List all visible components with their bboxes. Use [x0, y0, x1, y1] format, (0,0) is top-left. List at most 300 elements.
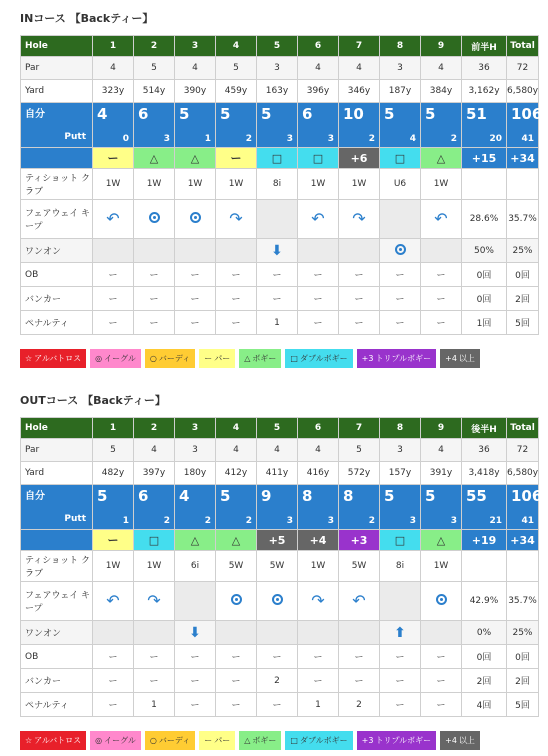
- fairway-keep-cell: [421, 582, 462, 621]
- result-badge: □: [298, 148, 339, 169]
- penalty-cell: ー: [175, 693, 216, 717]
- ob-cell: ー: [339, 645, 380, 669]
- one-on-cell: [421, 621, 462, 645]
- tee-club-cell: 5W: [339, 551, 380, 582]
- tee-club-cell: 1W: [421, 551, 462, 582]
- stroke-count: 5: [384, 105, 395, 123]
- yard-cell: 346y: [339, 80, 380, 103]
- hole-score-cell: [257, 485, 298, 530]
- bunker-cell: ー: [93, 669, 134, 693]
- result-badge: △: [175, 530, 216, 551]
- one-on-cell: [298, 621, 339, 645]
- legend-eag: [90, 349, 141, 368]
- legend-label: 以上: [458, 354, 475, 363]
- putt-count: 3: [327, 134, 334, 144]
- result-sum: +19: [462, 530, 507, 551]
- penalty-label: ペナルティ: [21, 311, 93, 335]
- one-on-cell: [421, 239, 462, 263]
- bunker-cell: ー: [93, 287, 134, 311]
- result-row: [21, 530, 539, 551]
- yard-cell: 396y: [298, 80, 339, 103]
- legend-label: パー: [214, 736, 231, 745]
- par-cell: 5: [93, 439, 134, 462]
- legend-symbol: △: [244, 354, 251, 363]
- bunker-cell: ー: [175, 669, 216, 693]
- putt-count: 1: [122, 516, 129, 526]
- one-on-total: 25%: [507, 621, 539, 645]
- ob-cell: ー: [93, 645, 134, 669]
- tee-club-label: ティショット クラブ: [21, 169, 93, 200]
- result-row: [21, 148, 539, 169]
- arrow-down-icon: ⬇: [271, 242, 283, 259]
- tee-club-label: ティショット クラブ: [21, 551, 93, 582]
- legend-dbl: [285, 731, 352, 750]
- curve-right-arrow-icon: ↷: [311, 591, 325, 610]
- tee-club-cell: 5W: [216, 551, 257, 582]
- ob-sum: 0回: [462, 263, 507, 287]
- hole-number: 8: [380, 36, 421, 57]
- fairway-keep-cell: [134, 582, 175, 621]
- in-course-title: INコース 【Backティー】: [20, 12, 154, 25]
- legend-label: バーディ: [158, 354, 191, 363]
- yard-label: Yard: [21, 462, 93, 485]
- result-badge: ー: [93, 530, 134, 551]
- result-badge: □: [134, 530, 175, 551]
- legend-alb: [20, 349, 86, 368]
- result-sum: +15: [462, 148, 507, 169]
- stroke-count: 5: [220, 487, 231, 505]
- tee-club-cell: 1W: [93, 169, 134, 200]
- hole-score-cell: [421, 103, 462, 148]
- par-total: 72: [507, 439, 539, 462]
- tee-club-cell: 1W: [93, 551, 134, 582]
- hole-number: 7: [339, 418, 380, 439]
- penalty-cell: ー: [134, 311, 175, 335]
- bunker-label: バンカー: [21, 669, 93, 693]
- hole-score-cell: [175, 103, 216, 148]
- curve-left-arrow-icon: ↶: [434, 209, 448, 228]
- one-on-cell: [339, 239, 380, 263]
- stroke-total: 106: [511, 487, 543, 505]
- total-label: Total: [507, 418, 539, 439]
- hole-number: 3: [175, 36, 216, 57]
- legend-label: ボギー: [252, 354, 277, 363]
- fairway-keep-sum: 42.9%: [462, 582, 507, 621]
- stroke-count: 5: [384, 487, 395, 505]
- hole-number: 9: [421, 36, 462, 57]
- hole-number: 5: [257, 418, 298, 439]
- par-cell: 4: [421, 439, 462, 462]
- bunker-cell: ー: [216, 287, 257, 311]
- one-on-cell: [380, 239, 421, 263]
- legend-symbol: ☆: [25, 736, 33, 745]
- bunker-cell: ー: [134, 287, 175, 311]
- tee-club-cell: 1W: [134, 169, 175, 200]
- legend-bog: [239, 349, 281, 368]
- ob-cell: ー: [134, 263, 175, 287]
- putt-count: 0: [122, 134, 129, 144]
- stroke-count: 5: [425, 487, 436, 505]
- putt-count: 2: [245, 516, 252, 526]
- penalty-cell: 1: [134, 693, 175, 717]
- hole-score-cell: [93, 103, 134, 148]
- legend-symbol: +4: [445, 736, 457, 745]
- par-cell: 3: [380, 439, 421, 462]
- one-on-label: ワンオン: [21, 239, 93, 263]
- header-row: [21, 418, 539, 439]
- yard-cell: 412y: [216, 462, 257, 485]
- tee-club-cell: 5W: [257, 551, 298, 582]
- penalty-cell: 1: [298, 693, 339, 717]
- curve-left-arrow-icon: ↶: [106, 209, 120, 228]
- total-label: Total: [507, 36, 539, 57]
- result-badge: □: [257, 148, 298, 169]
- legend-label: トリプルボギー: [375, 736, 432, 745]
- bunker-row: [21, 669, 539, 693]
- par-cell: 4: [134, 439, 175, 462]
- stroke-count: 5: [97, 487, 108, 505]
- par-cell: 4: [216, 439, 257, 462]
- curve-left-arrow-icon: ↶: [106, 591, 120, 610]
- one-on-cell: [175, 621, 216, 645]
- legend-dbl: [285, 349, 352, 368]
- penalty-cell: ー: [216, 311, 257, 335]
- one-on-row: [21, 239, 539, 263]
- hole-score-cell: [216, 103, 257, 148]
- bunker-cell: 2: [257, 669, 298, 693]
- yard-cell: 163y: [257, 80, 298, 103]
- legend-symbol: +3: [361, 354, 374, 363]
- score-legend: [20, 349, 480, 368]
- penalty-cell: ー: [175, 311, 216, 335]
- legend-symbol: ☆: [25, 354, 33, 363]
- result-badge: △: [421, 530, 462, 551]
- legend-tri: [357, 349, 436, 368]
- yard-row: [21, 80, 539, 103]
- bunker-cell: ー: [216, 669, 257, 693]
- one-on-cell: [339, 621, 380, 645]
- ob-cell: ー: [134, 645, 175, 669]
- putt-label: Putt: [64, 132, 86, 142]
- putt-total: 41: [521, 516, 534, 526]
- hole-number: 4: [216, 36, 257, 57]
- putt-count: 2: [245, 134, 252, 144]
- legend-bir: [145, 731, 195, 750]
- ring-target-icon: [190, 212, 201, 223]
- ob-cell: ー: [380, 263, 421, 287]
- ob-cell: ー: [421, 645, 462, 669]
- ob-total: 0回: [507, 645, 539, 669]
- yard-cell: 157y: [380, 462, 421, 485]
- result-badge: +4: [298, 530, 339, 551]
- penalty-sum: 1回: [462, 311, 507, 335]
- ring-target-icon: [395, 244, 406, 255]
- putt-total: 41: [521, 134, 534, 144]
- bunker-sum: 0回: [462, 287, 507, 311]
- ob-total: 0回: [507, 263, 539, 287]
- fairway-keep-row: [21, 582, 539, 621]
- hole-number: 2: [134, 418, 175, 439]
- penalty-cell: ー: [421, 311, 462, 335]
- result-badge: □: [380, 148, 421, 169]
- result-total: +34: [507, 530, 539, 551]
- tee-club-cell: U6: [380, 169, 421, 200]
- one-on-cell: [216, 239, 257, 263]
- curve-right-arrow-icon: ↷: [352, 209, 366, 228]
- curve-left-arrow-icon: ↶: [352, 591, 366, 610]
- ob-row: [21, 645, 539, 669]
- ob-cell: ー: [175, 263, 216, 287]
- legend-label: アルバトロス: [34, 354, 82, 363]
- ob-label: OB: [21, 645, 93, 669]
- hole-score-cell: [298, 485, 339, 530]
- putt-sum: 20: [489, 134, 502, 144]
- fairway-keep-label: フェアウェイ キープ: [21, 200, 93, 239]
- fairway-keep-cell: [216, 582, 257, 621]
- legend-label: パー: [214, 354, 231, 363]
- one-on-cell: [257, 239, 298, 263]
- ob-cell: ー: [298, 263, 339, 287]
- one-on-cell: [298, 239, 339, 263]
- stroke-count: 5: [179, 105, 190, 123]
- legend-symbol: +4: [445, 354, 457, 363]
- legend-symbol: ー: [204, 736, 213, 745]
- par-sum: 36: [462, 439, 507, 462]
- arrow-up-icon: ⬆: [394, 624, 406, 641]
- tee-club-cell: 1W: [421, 169, 462, 200]
- penalty-total: 5回: [507, 693, 539, 717]
- hole-score-cell: [380, 485, 421, 530]
- hole-number: 1: [93, 36, 134, 57]
- one-on-sum: 0%: [462, 621, 507, 645]
- penalty-cell: ー: [421, 693, 462, 717]
- legend-bog: [239, 731, 281, 750]
- fairway-keep-total: 35.7%: [507, 582, 539, 621]
- putt-count: 3: [450, 516, 457, 526]
- self-label: 自分: [25, 491, 45, 502]
- yard-cell: 514y: [134, 80, 175, 103]
- par-total: 72: [507, 57, 539, 80]
- self-label-cell: [21, 485, 93, 530]
- one-on-row: [21, 621, 539, 645]
- yard-sum: 3,418y: [462, 462, 507, 485]
- ring-target-icon: [436, 594, 447, 605]
- par-cell: 4: [298, 57, 339, 80]
- bunker-cell: ー: [298, 287, 339, 311]
- header-row: [21, 36, 539, 57]
- half-sum-label: 後半H: [462, 418, 507, 439]
- par-cell: 4: [93, 57, 134, 80]
- penalty-total: 5回: [507, 311, 539, 335]
- legend-label: ボギー: [252, 736, 277, 745]
- score-sum-cell: [462, 103, 507, 148]
- hole-score-cell: [298, 103, 339, 148]
- ob-cell: ー: [216, 263, 257, 287]
- bunker-cell: ー: [339, 287, 380, 311]
- fairway-keep-total: 35.7%: [507, 200, 539, 239]
- fairway-keep-cell: [257, 582, 298, 621]
- legend-symbol: ○: [149, 736, 157, 745]
- hole-score-cell: [134, 103, 175, 148]
- result-badge: □: [380, 530, 421, 551]
- legend-symbol: □: [290, 354, 298, 363]
- tee-club-cell: 6i: [175, 551, 216, 582]
- ob-label: OB: [21, 263, 93, 287]
- stroke-count: 4: [179, 487, 190, 505]
- legend-label: アルバトロス: [34, 736, 82, 745]
- par-cell: 4: [257, 439, 298, 462]
- par-row: [21, 57, 539, 80]
- tee-club-cell: 1W: [298, 169, 339, 200]
- legend-symbol: ◎: [95, 354, 103, 363]
- ring-target-icon: [149, 212, 160, 223]
- result-badge: △: [134, 148, 175, 169]
- hole-score-cell: [339, 485, 380, 530]
- fairway-keep-cell: [216, 200, 257, 239]
- par-sum: 36: [462, 57, 507, 80]
- stroke-sum: 51: [466, 105, 487, 123]
- putt-sum: 21: [489, 516, 502, 526]
- hole-score-cell: [380, 103, 421, 148]
- penalty-cell: ー: [93, 311, 134, 335]
- legend-label: ダブルボギー: [299, 736, 348, 745]
- stroke-count: 6: [302, 105, 313, 123]
- score-legend: [20, 731, 480, 750]
- par-cell: 3: [380, 57, 421, 80]
- legend-symbol: □: [290, 736, 298, 745]
- fairway-keep-cell: [175, 582, 216, 621]
- legend-label: トリプルボギー: [375, 354, 432, 363]
- hole-score-cell: [175, 485, 216, 530]
- self-label-cell: [21, 103, 93, 148]
- score-total-cell: [507, 103, 543, 148]
- stroke-count: 4: [97, 105, 108, 123]
- yard-total: 6,580y: [507, 80, 539, 103]
- yard-label: Yard: [21, 80, 93, 103]
- legend-alb: [20, 731, 86, 750]
- par-cell: 3: [175, 439, 216, 462]
- stroke-count: 9: [261, 487, 272, 505]
- fairway-keep-cell: [421, 200, 462, 239]
- par-label: Par: [21, 439, 93, 462]
- one-on-cell: [93, 239, 134, 263]
- legend-par: [199, 349, 235, 368]
- arrow-down-icon: ⬇: [189, 624, 201, 641]
- result-badge: +5: [257, 530, 298, 551]
- yard-cell: 397y: [134, 462, 175, 485]
- yard-cell: 180y: [175, 462, 216, 485]
- result-badge: +6: [339, 148, 380, 169]
- result-label-cell: [21, 148, 93, 169]
- bunker-cell: ー: [134, 669, 175, 693]
- stroke-sum: 55: [466, 487, 487, 505]
- hole-number: 2: [134, 36, 175, 57]
- hole-score-cell: [134, 485, 175, 530]
- fairway-keep-cell: [257, 200, 298, 239]
- par-label: Par: [21, 57, 93, 80]
- legend-label: バーディ: [158, 736, 191, 745]
- fairway-keep-cell: [380, 582, 421, 621]
- bunker-sum: 2回: [462, 669, 507, 693]
- yard-row: [21, 462, 539, 485]
- putt-count: 3: [286, 134, 293, 144]
- legend-par: [199, 731, 235, 750]
- yard-cell: 411y: [257, 462, 298, 485]
- yard-total: 6,580y: [507, 462, 539, 485]
- putt-count: 3: [327, 516, 334, 526]
- fairway-keep-cell: [298, 582, 339, 621]
- bunker-cell: ー: [298, 669, 339, 693]
- yard-cell: 572y: [339, 462, 380, 485]
- hole-score-cell: [339, 103, 380, 148]
- one-on-total: 25%: [507, 239, 539, 263]
- putt-count: 3: [409, 516, 416, 526]
- ring-target-icon: [272, 594, 283, 605]
- yard-cell: 391y: [421, 462, 462, 485]
- tee-club-sum: [462, 551, 507, 582]
- ob-cell: ー: [93, 263, 134, 287]
- yard-sum: 3,162y: [462, 80, 507, 103]
- hole-number: 7: [339, 36, 380, 57]
- stroke-count: 6: [138, 105, 149, 123]
- bunker-row: [21, 287, 539, 311]
- tee-club-total: [507, 169, 539, 200]
- legend-four: [440, 349, 480, 368]
- penalty-cell: ー: [216, 693, 257, 717]
- legend-symbol: △: [244, 736, 251, 745]
- out-course-scorecard: [20, 417, 543, 717]
- hole-number: 8: [380, 418, 421, 439]
- self-label: 自分: [25, 109, 45, 120]
- tee-club-cell: 8i: [380, 551, 421, 582]
- bunker-cell: ー: [380, 669, 421, 693]
- result-badge: ー: [216, 148, 257, 169]
- par-cell: 5: [339, 439, 380, 462]
- legend-label: 以上: [458, 736, 475, 745]
- putt-count: 2: [204, 516, 211, 526]
- bunker-cell: ー: [380, 287, 421, 311]
- hole-label: Hole: [21, 36, 93, 57]
- putt-count: 3: [286, 516, 293, 526]
- putt-count: 2: [450, 134, 457, 144]
- stroke-count: 6: [138, 487, 149, 505]
- yard-cell: 187y: [380, 80, 421, 103]
- penalty-cell: ー: [93, 693, 134, 717]
- penalty-cell: 2: [339, 693, 380, 717]
- tee-club-total: [507, 551, 539, 582]
- fairway-keep-label: フェアウェイ キープ: [21, 582, 93, 621]
- fairway-keep-cell: [175, 200, 216, 239]
- tee-club-row: [21, 169, 539, 200]
- out-course-title: OUTコース 【Backティー】: [20, 394, 166, 407]
- par-cell: 4: [339, 57, 380, 80]
- one-on-sum: 50%: [462, 239, 507, 263]
- yard-cell: 384y: [421, 80, 462, 103]
- stroke-count: 10: [343, 105, 364, 123]
- in-course-scorecard: [20, 35, 543, 335]
- tee-club-cell: 1W: [339, 169, 380, 200]
- fairway-keep-cell: [93, 200, 134, 239]
- par-cell: 4: [421, 57, 462, 80]
- self-score-row: [21, 103, 539, 148]
- fairway-keep-cell: [93, 582, 134, 621]
- legend-label: イーグル: [104, 354, 136, 363]
- stroke-total: 106: [511, 105, 543, 123]
- tee-club-sum: [462, 169, 507, 200]
- bunker-cell: ー: [421, 669, 462, 693]
- hole-number: 4: [216, 418, 257, 439]
- curve-right-arrow-icon: ↷: [229, 209, 243, 228]
